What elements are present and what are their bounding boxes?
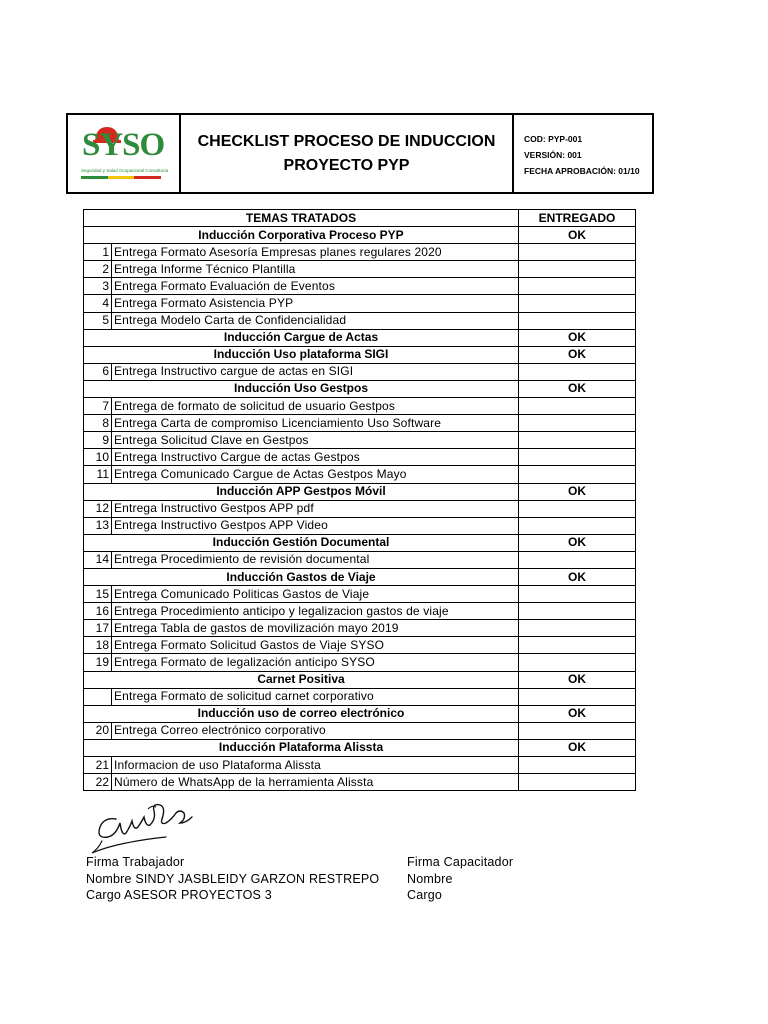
item-text: Entrega Formato Asesoría Empresas planes regulares 2020 — [112, 244, 519, 261]
item-number — [84, 688, 112, 705]
item-number: 21 — [84, 757, 112, 774]
item-number: 1 — [84, 244, 112, 261]
document-meta — [514, 115, 652, 192]
item-text: Entrega Carta de compromiso Licenciamiento Uso Software — [112, 415, 519, 432]
section-row — [84, 739, 636, 756]
delivered-status — [519, 415, 636, 432]
delivered-status — [519, 620, 636, 637]
item-row — [84, 432, 636, 449]
item-row — [84, 295, 636, 312]
delivered-status — [519, 551, 636, 568]
delivered-status — [519, 261, 636, 278]
item-number: 22 — [84, 774, 112, 791]
delivered-status — [519, 722, 636, 739]
table-header-row — [84, 210, 636, 227]
item-number: 13 — [84, 517, 112, 534]
delivered-status: OK — [519, 671, 636, 688]
item-text: Entrega Formato Evaluación de Eventos — [112, 278, 519, 295]
item-number: 20 — [84, 722, 112, 739]
delivered-status — [519, 312, 636, 329]
title-line-1: CHECKLIST PROCESO DE INDUCCION — [197, 132, 496, 150]
delivered-status — [519, 603, 636, 620]
item-text: Entrega Formato Asistencia PYP — [112, 295, 519, 312]
item-text: Número de WhatsApp de la herramienta Alissta — [112, 774, 519, 791]
section-row — [84, 705, 636, 722]
section-row — [84, 534, 636, 551]
item-text: Entrega Correo electrónico corporativo — [112, 722, 519, 739]
trainer-role: Cargo — [407, 888, 443, 902]
item-row — [84, 517, 636, 534]
section-row — [84, 227, 636, 244]
item-text: Entrega Comunicado Cargue de Actas Gestpos Mayo — [112, 466, 519, 483]
delivered-status — [519, 432, 636, 449]
item-text: Entrega Instructivo cargue de actas en SIGI — [112, 363, 519, 380]
item-number: 17 — [84, 620, 112, 637]
worker-role: Cargo ASESOR PROYECTOS 3 — [86, 888, 272, 902]
delivered-status: OK — [519, 705, 636, 722]
logo-color-bar — [81, 176, 161, 179]
item-text: Entrega Procedimiento anticipo y legalizacion gastos de viaje — [112, 603, 519, 620]
logo-word: SYSO — [82, 127, 165, 163]
item-text: Informacion de uso Plataforma Alissta — [112, 757, 519, 774]
trainer-name: Nombre — [407, 871, 453, 886]
trainer-signature-block — [407, 854, 513, 904]
item-text: Entrega Formato de legalización anticipo SYSO — [112, 654, 519, 671]
delivered-status — [519, 295, 636, 312]
item-number: 10 — [84, 449, 112, 466]
item-row — [84, 603, 636, 620]
delivered-status — [519, 500, 636, 517]
delivered-status — [519, 586, 636, 603]
item-number: 19 — [84, 654, 112, 671]
item-row — [84, 722, 636, 739]
delivered-status: OK — [519, 380, 636, 397]
section-title: Inducción APP Gestpos Móvil — [84, 483, 519, 500]
delivered-status: OK — [519, 739, 636, 756]
item-text: Entrega Instructivo Cargue de actas Gestpos — [112, 449, 519, 466]
delivered-status — [519, 654, 636, 671]
item-row — [84, 654, 636, 671]
item-row — [84, 415, 636, 432]
document-code: COD: PYP-001 — [524, 134, 583, 144]
delivered-status — [519, 363, 636, 380]
section-title: Inducción uso de correo electrónico — [84, 705, 519, 722]
item-text: Entrega Modelo Carta de Confidencialidad — [112, 312, 519, 329]
trainer-sign-label: Firma Capacitador — [407, 855, 514, 869]
worker-sign-label: Firma Trabajador — [86, 855, 185, 869]
delivered-status — [519, 244, 636, 261]
item-row — [84, 688, 636, 705]
item-number: 12 — [84, 500, 112, 517]
section-title: Inducción Uso Gestpos — [84, 380, 519, 397]
item-number: 3 — [84, 278, 112, 295]
item-number: 7 — [84, 398, 112, 415]
item-row — [84, 449, 636, 466]
document-title — [181, 115, 514, 192]
item-text: Entrega Tabla de gastos de movilización mayo 2019 — [112, 620, 519, 637]
table-body — [84, 227, 636, 791]
approval-date: FECHA APROBACIÓN: 01/10 — [524, 166, 640, 176]
delivered-status: OK — [519, 227, 636, 244]
item-row — [84, 261, 636, 278]
item-row — [84, 312, 636, 329]
section-row — [84, 346, 636, 363]
delivered-status: OK — [519, 346, 636, 363]
delivered-status — [519, 774, 636, 791]
delivered-status — [519, 398, 636, 415]
section-row — [84, 380, 636, 397]
title-line-2: PROYECTO PYP — [283, 156, 410, 174]
delivered-status — [519, 637, 636, 654]
item-row — [84, 278, 636, 295]
item-row — [84, 244, 636, 261]
column-header-topics: TEMAS TRATADOS — [84, 210, 519, 227]
delivered-status: OK — [519, 329, 636, 346]
item-text: Entrega Solicitud Clave en Gestpos — [112, 432, 519, 449]
section-title: Inducción Corporativa Proceso PYP — [84, 227, 519, 244]
item-text: Entrega Formato de solicitud carnet corporativo — [112, 688, 519, 705]
document-header — [66, 113, 654, 194]
company-logo — [68, 115, 181, 192]
item-row — [84, 466, 636, 483]
delivered-status — [519, 517, 636, 534]
section-title: Inducción Gestión Documental — [84, 534, 519, 551]
delivered-status: OK — [519, 534, 636, 551]
section-title: Carnet Positiva — [84, 671, 519, 688]
delivered-status — [519, 466, 636, 483]
worker-signature — [86, 797, 204, 857]
section-row — [84, 329, 636, 346]
item-number: 15 — [84, 586, 112, 603]
delivered-status — [519, 688, 636, 705]
delivered-status: OK — [519, 483, 636, 500]
item-number: 8 — [84, 415, 112, 432]
item-number: 16 — [84, 603, 112, 620]
item-number: 14 — [84, 551, 112, 568]
item-row — [84, 398, 636, 415]
item-text: Entrega Comunicado Politicas Gastos de Viaje — [112, 586, 519, 603]
item-row — [84, 637, 636, 654]
item-text: Entrega de formato de solicitud de usuario Gestpos — [112, 398, 519, 415]
item-row — [84, 363, 636, 380]
item-row — [84, 757, 636, 774]
worker-name: Nombre SINDY JASBLEIDY GARZON RESTREPO — [86, 871, 380, 886]
item-number: 6 — [84, 363, 112, 380]
delivered-status — [519, 757, 636, 774]
section-title: Inducción Gastos de Viaje — [84, 568, 519, 585]
section-row — [84, 568, 636, 585]
delivered-status — [519, 449, 636, 466]
worker-signature-block — [86, 854, 379, 904]
logo-tagline: Seguridad y Salud Ocupacional Consultoría — [81, 168, 169, 173]
item-row — [84, 551, 636, 568]
item-number: 2 — [84, 261, 112, 278]
item-number: 5 — [84, 312, 112, 329]
item-text: Entrega Instructivo Gestpos APP Video — [112, 517, 519, 534]
section-title: Inducción Plataforma Alissta — [84, 739, 519, 756]
item-number: 4 — [84, 295, 112, 312]
section-row — [84, 483, 636, 500]
item-text: Entrega Informe Técnico Plantilla — [112, 261, 519, 278]
item-text: Entrega Procedimiento de revisión documental — [112, 551, 519, 568]
section-row — [84, 671, 636, 688]
item-row — [84, 500, 636, 517]
item-text: Entrega Instructivo Gestpos APP pdf — [112, 500, 519, 517]
item-text: Entrega Formato Solicitud Gastos de Viaje SYSO — [112, 637, 519, 654]
column-header-delivered: ENTREGADO — [519, 210, 636, 227]
item-row — [84, 586, 636, 603]
item-number: 9 — [84, 432, 112, 449]
item-row — [84, 620, 636, 637]
section-title: Inducción Cargue de Actas — [84, 329, 519, 346]
item-row — [84, 774, 636, 791]
delivered-status — [519, 278, 636, 295]
item-number: 18 — [84, 637, 112, 654]
document-version: VERSIÓN: 001 — [524, 150, 582, 160]
delivered-status: OK — [519, 568, 636, 585]
item-number: 11 — [84, 466, 112, 483]
checklist-table — [83, 209, 636, 791]
section-title: Inducción Uso plataforma SIGI — [84, 346, 519, 363]
